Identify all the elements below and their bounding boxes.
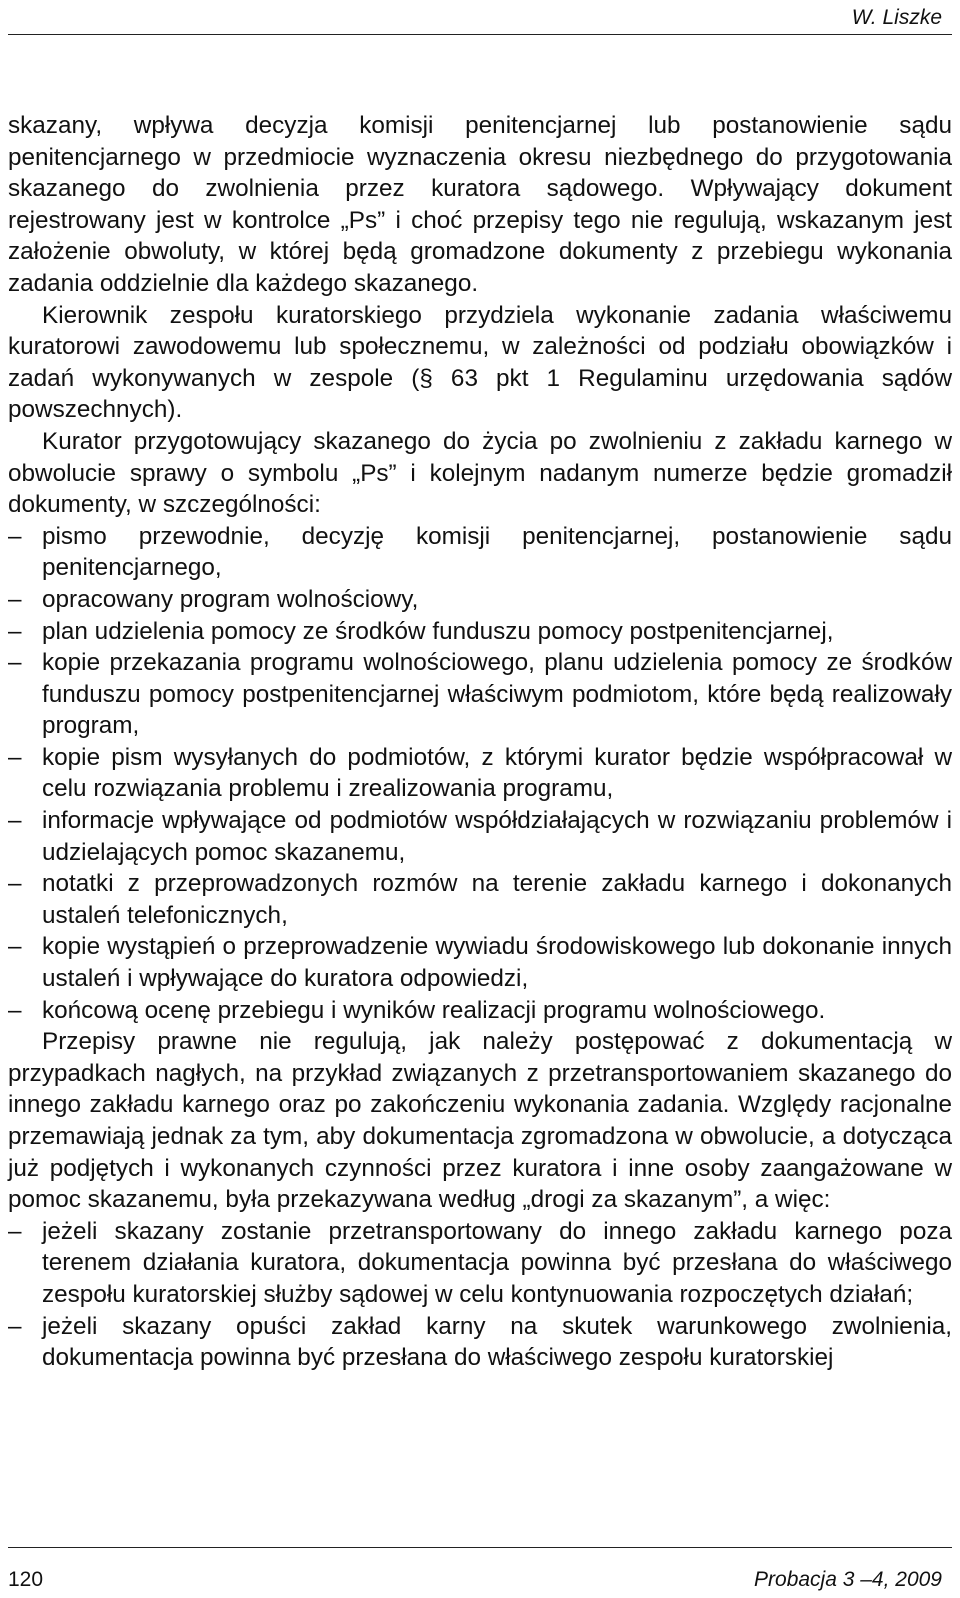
list-item: – jeżeli skazany zostanie przetransportowany do innego zakładu karnego poza terenem działania kuratora, dokumentacja powinna być przesłana do właściwego zespołu kuratorskiej służby sądowej w celu kontynuowania rozpoczętych działań; xyxy=(8,1216,952,1311)
running-header-author: W. Liszke xyxy=(851,6,942,29)
list-item: – opracowany program wolnościowy, xyxy=(8,584,952,616)
list-item: – pismo przewodnie, decyzję komisji penitencjarnej, postanowienie sądu penitencjarnego, xyxy=(8,521,952,584)
list-item: – jeżeli skazany opuści zakład karny na skutek warunkowego zwolnienia, dokumentacja powinna być przesłana do właściwego zespołu kuratorskiej xyxy=(8,1311,952,1374)
paragraph: Kierownik zespołu kuratorskiego przydziela wykonanie zadania właściwemu kuratorowi zawodowemu lub społecznemu, w zależności od podziału obowiązków i zadań wykonywanych w zespole (§ 63 pkt 1 Regulaminu urzędowania sądów powszechnych). xyxy=(8,301,952,424)
list-item: – końcową ocenę przebiegu i wyników realizacji programu wolnościowego. xyxy=(8,995,952,1027)
documents-list xyxy=(8,521,952,1027)
header-rule xyxy=(8,34,952,35)
running-footer-journal: Probacja 3 –4, 2009 xyxy=(754,1568,942,1591)
list-item: – informacje wpływające od podmiotów współdziałających w rozwiązaniu problemów i udzielających pomoc skazanemu, xyxy=(8,805,952,868)
footer-rule xyxy=(8,1547,952,1548)
list-item: – kopie pism wysyłanych do podmiotów, z którymi kurator będzie współpracował w celu rozwiązania problemu i zrealizowania programu, xyxy=(8,742,952,805)
page-number: 120 xyxy=(8,1568,44,1591)
paragraph: Przepisy prawne nie regulują, jak należy postępować z dokumentacją w przypadkach nagłych, na przykład związanych z przetransportowaniem skazanego do innego zakładu karnego oraz po zakończeniu wykonania zadania. Względy racjonalne przemawiają jednak za tym, aby dokumentacja zgromadzona w obwolucie, a dotycząca już podjętych i wykonanych czynności przez kuratora i inne osoby zaangażowane w pomoc skazanemu, była przekazywana według „drogi za skazanym”, a więc: xyxy=(8,1028,952,1214)
paragraph: Kurator przygotowujący skazanego do życia po zwolnieniu z zakładu karnego w obwolucie sprawy o symbolu „Ps” i kolejnym nadanym numerze będzie gromadził dokumenty, w szczególności: xyxy=(8,427,952,519)
body-text xyxy=(8,110,952,1374)
list-item: – kopie przekazania programu wolnościowego, planu udzielenia pomocy ze środków funduszu pomocy postpenitencjarnej właściwym podmiotom, które będą realizowały program, xyxy=(8,647,952,742)
list-item: – notatki z przeprowadzonych rozmów na terenie zakładu karnego i dokonanych ustaleń telefonicznych, xyxy=(8,868,952,931)
cases-list xyxy=(8,1216,952,1374)
list-item: – kopie wystąpień o przeprowadzenie wywiadu środowiskowego lub dokonanie innych ustaleń i wpływające do kuratora odpowiedzi, xyxy=(8,931,952,994)
list-item: – plan udzielenia pomocy ze środków funduszu pomocy postpenitencjarnej, xyxy=(8,616,952,648)
paragraph: skazany, wpływa decyzja komisji penitencjarnej lub postanowienie sądu penitencjarnego w przedmiocie wyznaczenia okresu niezbędnego do przygotowania skazanego do zwolnienia przez kuratora sądowego. Wpływający dokument rejestrowany jest w kontrolce „Ps” i choć przepisy tego nie regulują, wskazanym jest założenie obwoluty, w której będą gromadzone dokumenty z przebiegu wykonania zadania oddzielnie dla każdego skazanego. xyxy=(8,112,952,297)
